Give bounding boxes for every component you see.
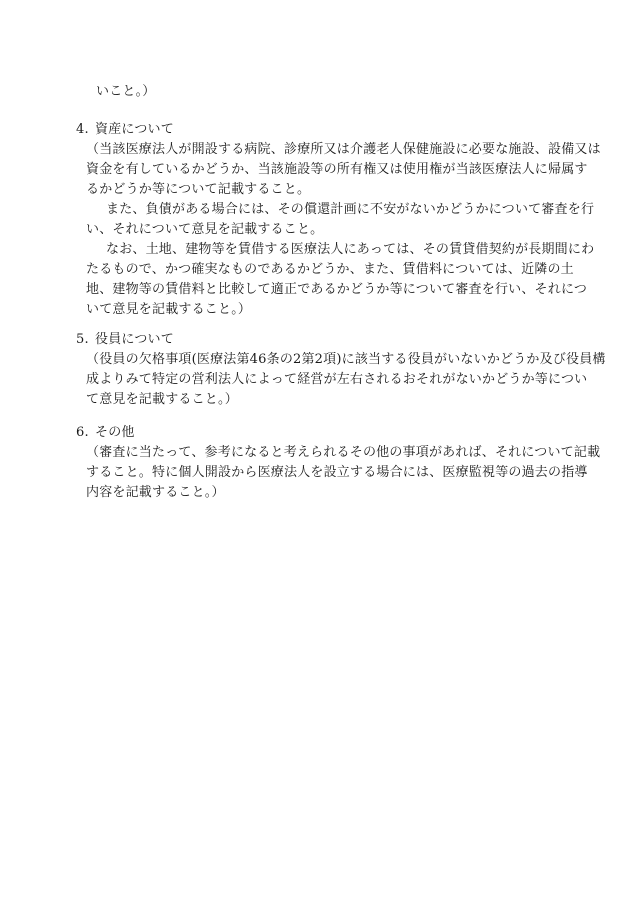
section-4-line: なお、土地、建物等を賃借する医療法人にあっては、その賃貸借契約が長期間にわ: [106, 242, 595, 257]
section-4-number: 4.: [76, 122, 89, 137]
section-4-line: るかどうか等について記載すること。: [86, 182, 311, 197]
section-6-line: すること。特に個人開設から医療法人を設立する場合には、医療監視等の過去の指導: [86, 465, 588, 480]
section-4-line: また、負債がある場合には、その償還計画に不安がないかどうかについて審査を行: [106, 202, 595, 217]
section-6-number: 6.: [76, 425, 89, 440]
section-5-line: （役員の欠格事項(医療法第46条の2第2項)に該当する役員がいないかどうか及び役員構: [86, 352, 606, 367]
section-4-line: いて意見を記載すること。）: [86, 302, 252, 317]
section-4-line: （当該医療法人が開設する病院、診療所又は介護老人保健施設に必要な施設、設備又は: [86, 142, 601, 157]
section-5-line: て意見を記載すること。）: [86, 392, 238, 407]
section-5-title: 役員について: [95, 332, 174, 347]
continuation-text: いこと。）: [96, 84, 156, 99]
section-4-title: 資産について: [95, 122, 174, 137]
section-4-line: 資金を有しているかどうか、当該施設等の所有権又は使用権が当該医療法人に帰属す: [86, 162, 588, 177]
section-4-line: い、それについて意見を記載すること。: [86, 222, 324, 237]
section-4-line: たるもので、かつ確実なものであるかどうか、また、賃借料については、近隣の土: [86, 262, 574, 277]
section-5-line: 成よりみて特定の営利法人によって経営が左右されるおそれがないかどうか等につい: [86, 372, 588, 387]
section-4-line: 地、建物等の賃借料と比較して適正であるかどうか等について審査を行い、それにつ: [86, 282, 588, 297]
section-6-title: その他: [95, 425, 135, 440]
section-5-number: 5.: [76, 332, 89, 347]
section-6-line: 内容を記載すること。）: [86, 485, 225, 500]
section-6-line: （審査に当たって、参考になると考えられるその他の事項があれば、それについて記載: [86, 445, 601, 460]
